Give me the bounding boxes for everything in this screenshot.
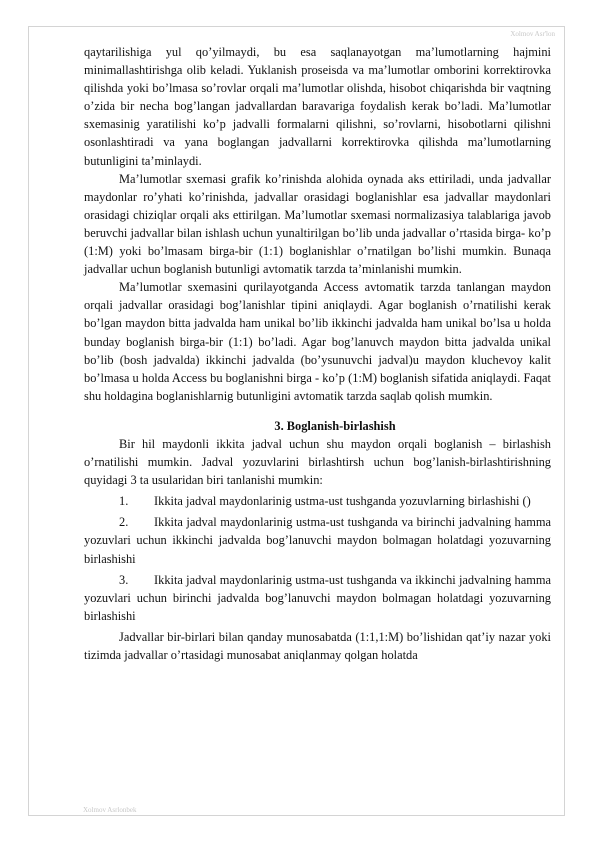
list-text: Ikkita jadval maydonlarinig ustma-ust tushganda va ikkinchi jadvalning hamma yozuvlari uchun birinchi jadvalda bog’lanuvchi maydon bolmagan holatdagi yozuvarning birlashishi [84, 572, 551, 623]
list-text: Ikkita jadval maydonlarinig ustma-ust tushganda yozuvlarning birlashishi () [154, 494, 531, 509]
list-item-3 [84, 571, 551, 625]
document-body [84, 43, 551, 664]
section-heading: 3. Boglanish-birlashish [274, 418, 396, 433]
list-number: 3. [119, 572, 129, 587]
list-number: 1. [119, 494, 129, 509]
watermark-bottom: Xolmov Asrlonbek [83, 806, 137, 814]
list-item-2 [84, 513, 551, 567]
paragraph-access-relations: Ma’lumotlar sxemasini qurilayotganda Access avtomatik tarzda tanlangan maydon orqali jadvallar orasidagi bog’lanishlar tipini aniqlaydi. Agar boglanish o’rnatilishi kerak bo’lgan maydon bitta jadvalda ham unikal bo’lib ikkinchi jadvalda ham unikal bo’lsa u holda bunday boglanish birga-bir (1:1) bo’ladi. Agar bog’lanuvch maydon bitta jadvalda unikal bo’lib (bosh jadvalda) ikkinchi jadvalda (bo’ysunuvchi jadval)u maydon kluchevoy kalit bo’lmasa u holda Access bu boglanishni birga - ko’p (1:M) boglanish sifatida aniqlaydi. Faqat shu holdagina boglanishlarnig butunligini avtomatik tarzda saqlab qolish mumkin. [84, 280, 551, 403]
watermark-top: Xolmov Asr'lon [510, 30, 555, 38]
paragraph-join-intro: Bir hil maydonli ikkita jadval uchun shu maydon orqali boglanish – birlashish o’rnatilishi mumkin. Jadval yozuvlarini birlashtirsh uchun bog’lanish-birlashtirishning quyidagi 3 ta usularidan biri tanlanishi mumkin: [84, 436, 551, 488]
paragraph-closing: Jadvallar bir-birlari bilan qanday munosabatda (1:1,1:M) bo’lishidan qat’iy nazar yoki tizimda jadvallar o’rtasidagi munosabat aniqlanmay qolgan holatda [84, 629, 551, 662]
paragraph-continuation: qaytarilishiga yul qo’yilmaydi, bu esa saqlanayotgan ma’lumotlarning hajmini minimallashtirishga olib keladi. Yuklanish proseisda va ma’lumotlar omborini korrektirovka qilishda yoki bo’lmasa so’rovlar orqali ma’lumotlar olishda, hisobot chiqarishda bir vaqtning o’zida bir necha bog’langan jadvallardan baravariga foydalish kerak bo’ladi. Ma’lumotlar sxemasinig yaratilishi ko’p jadvalli formalarni qilishni, so’rovlarni, hisobotlarni qilishni osonlashtiradi va yana boglangan jadvallarni korrektirovka qilishda ma’lumotlarning butunligini ta’minlaydi. [84, 45, 551, 168]
list-item-1 [84, 492, 551, 510]
paragraph-schema-display: Ma’lumotlar sxemasi grafik ko’rinishda alohida oynada aks ettiriladi, unda jadvallar maydonlar ro’yhati ko’rinishda, jadvallar orasidagi boglanishlar esa jadvallar maydonlari orasidagi chiziqlar orqali aks ettirilgan. Ma’lumotlar sxemasi normalizasiya talablariga javob beruvchi jadvallar bilan ishlash uchun yunaltirilgan bo’lib unda jadvallar o’rtasida birga- ko’p (1:M) yoki bo’lmasam birga-bir (1:1) boglanishlar o’rnatilgan bo’lishi mumkin. Bunaqa jadvallar uchun boglanish butunligi avtomatik tarzda ta’minlanishi mumkin. [84, 171, 551, 277]
list-text: Ikkita jadval maydonlarinig ustma-ust tushganda va birinchi jadvalning hamma yozuvlari uchun ikkinchi jadvalda bog’lanuvchi maydon bolmagan holatdagi yozuvarning birlashishi [84, 515, 551, 566]
list-number: 2. [119, 515, 129, 530]
